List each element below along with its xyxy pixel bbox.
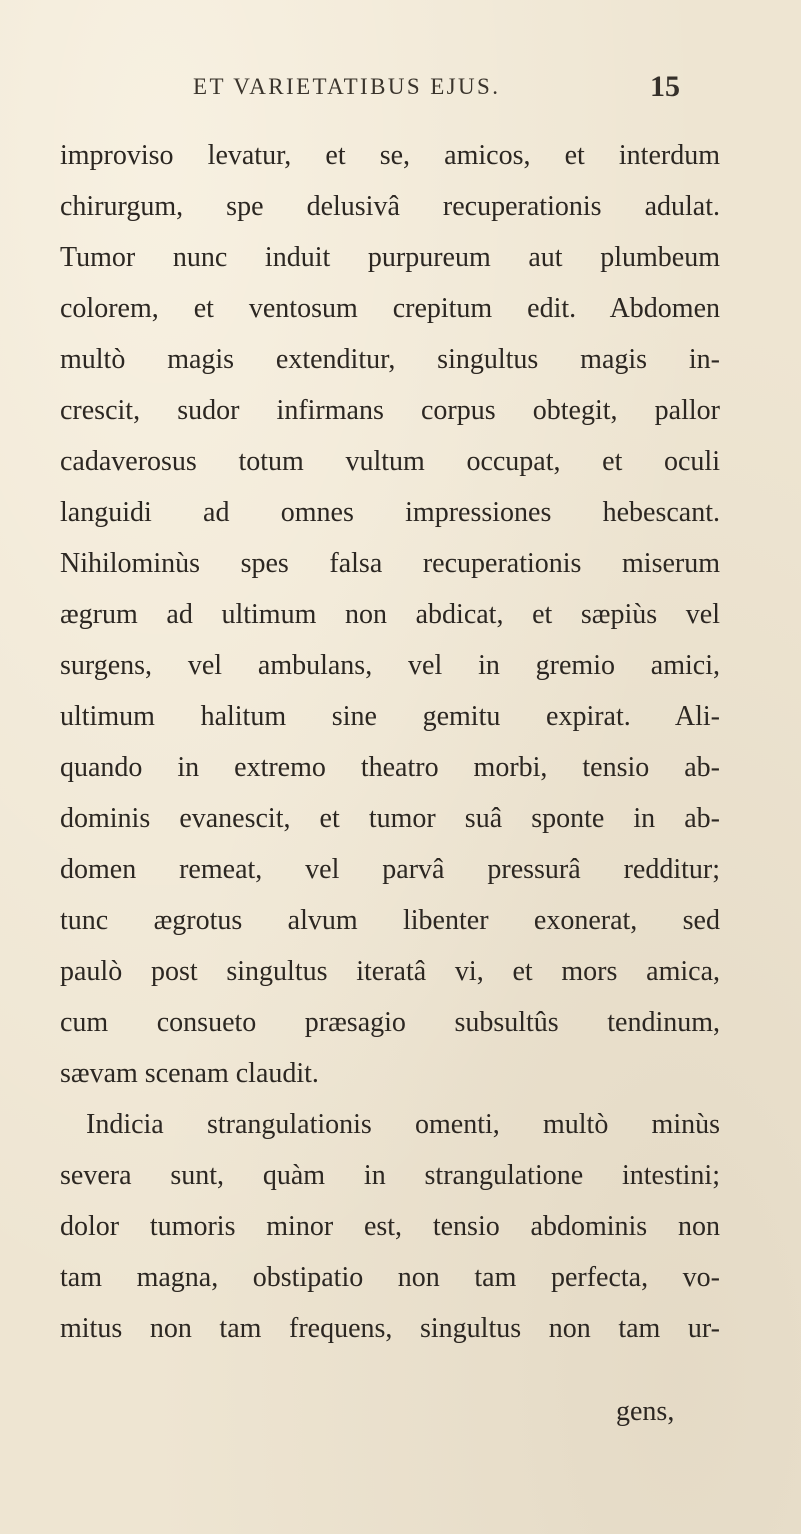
text-line: cadaverosus totum vultum occupat, et oculi — [60, 446, 720, 477]
text-line: crescit, sudor infirmans corpus obtegit, pallor — [60, 395, 720, 426]
text-line: languidi ad omnes impressiones hebescant. — [60, 497, 720, 528]
text-line: ægrum ad ultimum non abdicat, et sæpiùs vel — [60, 599, 720, 630]
text-line: quando in extremo theatro morbi, tensio ab- — [60, 752, 720, 783]
text-line: colorem, et ventosum crepitum edit. Abdomen — [60, 293, 720, 324]
text-line: paulò post singultus iteratâ vi, et mors amica, — [60, 956, 720, 987]
text-line: cum consueto præsagio subsultûs tendinum, — [60, 1007, 720, 1038]
text-line: severa sunt, quàm in strangulatione intestini; — [60, 1160, 720, 1191]
text-line: tam magna, obstipatio non tam perfecta, vo- — [60, 1262, 720, 1293]
running-head: ET VARIETATIBUS EJUS. — [193, 74, 501, 99]
catchword: gens, — [616, 1396, 675, 1427]
text-line: mitus non tam frequens, singultus non tam ur- — [60, 1313, 720, 1344]
text-line: tunc ægrotus alvum libenter exonerat, sed — [60, 905, 720, 936]
paragraph-first-line: Indicia strangulationis omenti, multò minùs — [86, 1109, 720, 1140]
text-line: surgens, vel ambulans, vel in gremio amici, — [60, 650, 720, 681]
text-line: dolor tumoris minor est, tensio abdominis non — [60, 1211, 720, 1242]
page-header — [0, 70, 801, 104]
page-number: 15 — [650, 70, 680, 103]
text-line: Tumor nunc induit purpureum aut plumbeum — [60, 242, 720, 273]
text-line: improviso levatur, et se, amicos, et interdum — [60, 140, 720, 171]
text-line: ultimum halitum sine gemitu expirat. Ali- — [60, 701, 720, 732]
text-line: chirurgum, spe delusivâ recuperationis adulat. — [60, 191, 720, 222]
text-line: domen remeat, vel parvâ pressurâ redditur; — [60, 854, 720, 885]
text-line: sævam scenam claudit. — [60, 1058, 319, 1089]
text-line: Nihilominùs spes falsa recuperationis miserum — [60, 548, 720, 579]
text-line: multò magis extenditur, singultus magis in- — [60, 344, 720, 375]
text-line: dominis evanescit, et tumor suâ sponte in ab- — [60, 803, 720, 834]
